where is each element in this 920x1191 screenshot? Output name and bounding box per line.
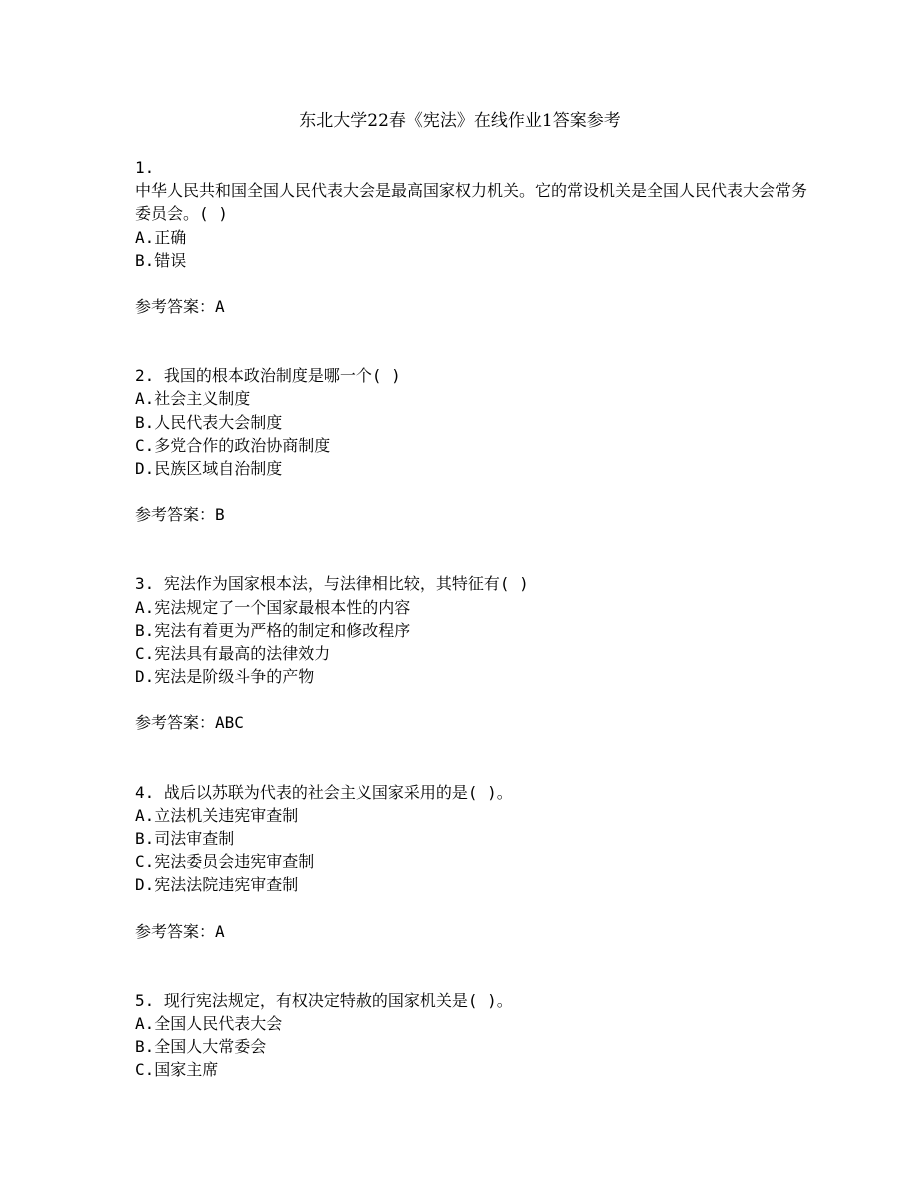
- question-stem: 中华人民共和国全国人民代表大会是最高国家权力机关。它的常设机关是全国人民代表大会常务委员会。( ): [135, 181, 808, 224]
- option-b: B.宪法有着更为严格的制定和修改程序: [135, 620, 411, 640]
- reference-answer: [135, 503, 815, 526]
- option-b: B.全国人大常委会: [135, 1037, 267, 1057]
- option-c: C.多党合作的政治协商制度: [135, 435, 331, 455]
- option-d: D.宪法法院违宪审查制: [135, 875, 299, 895]
- question-number: 4.: [135, 782, 155, 802]
- reference-answer: [135, 920, 815, 943]
- question-5: [135, 989, 815, 1082]
- option-d: D.宪法是阶级斗争的产物: [135, 667, 315, 687]
- answer-label: 参考答案：: [135, 713, 216, 733]
- question-number: 1.: [135, 158, 155, 177]
- answer-value: A: [215, 921, 225, 941]
- option-c: C.宪法具有最高的法律效力: [135, 644, 331, 664]
- question-line: [135, 989, 815, 1012]
- answer-value: B: [215, 505, 225, 525]
- answer-label: 参考答案：: [135, 505, 216, 525]
- question-line: [135, 364, 815, 387]
- question-number: 5.: [135, 990, 155, 1010]
- question-1: [135, 156, 815, 318]
- option-c: C.宪法委员会违宪审查制: [135, 852, 315, 872]
- option-a: A.宪法规定了一个国家最根本性的内容: [135, 597, 411, 617]
- option-d: D.民族区域自治制度: [135, 459, 283, 479]
- question-4: [135, 781, 815, 943]
- option-a: A.全国人民代表大会: [135, 1014, 283, 1034]
- option-b: B.司法审查制: [135, 829, 235, 849]
- reference-answer: [135, 711, 815, 734]
- question-list: [135, 156, 815, 1082]
- option-a: A.正确: [135, 227, 187, 247]
- question-2: [135, 364, 815, 526]
- question-number: 2.: [135, 366, 155, 386]
- question-stem: 宪法作为国家根本法，与法律相比较，其特征有( ): [163, 574, 529, 594]
- question-number: 3.: [135, 574, 155, 594]
- option-a: A.立法机关违宪审查制: [135, 805, 299, 825]
- answer-value: A: [215, 297, 225, 317]
- question-stem: 我国的根本政治制度是哪一个( ): [163, 366, 401, 386]
- answer-label: 参考答案：: [135, 297, 216, 317]
- option-b: B.人民代表大会制度: [135, 412, 283, 432]
- option-a: A.社会主义制度: [135, 389, 251, 409]
- reference-answer: [135, 295, 815, 318]
- question-line: [135, 572, 815, 595]
- option-c: C.国家主席: [135, 1060, 219, 1080]
- question-stem: 现行宪法规定，有权决定特赦的国家机关是( )。: [163, 990, 513, 1010]
- question-stem: 战后以苏联为代表的社会主义国家采用的是( )。: [163, 782, 513, 802]
- question-line: [135, 781, 815, 804]
- option-b: B.错误: [135, 250, 187, 270]
- page-title: 东北大学22春《宪法》在线作业1答案参考: [299, 111, 621, 131]
- answer-label: 参考答案：: [135, 921, 216, 941]
- question-3: [135, 572, 815, 734]
- answer-value: ABC: [215, 713, 244, 733]
